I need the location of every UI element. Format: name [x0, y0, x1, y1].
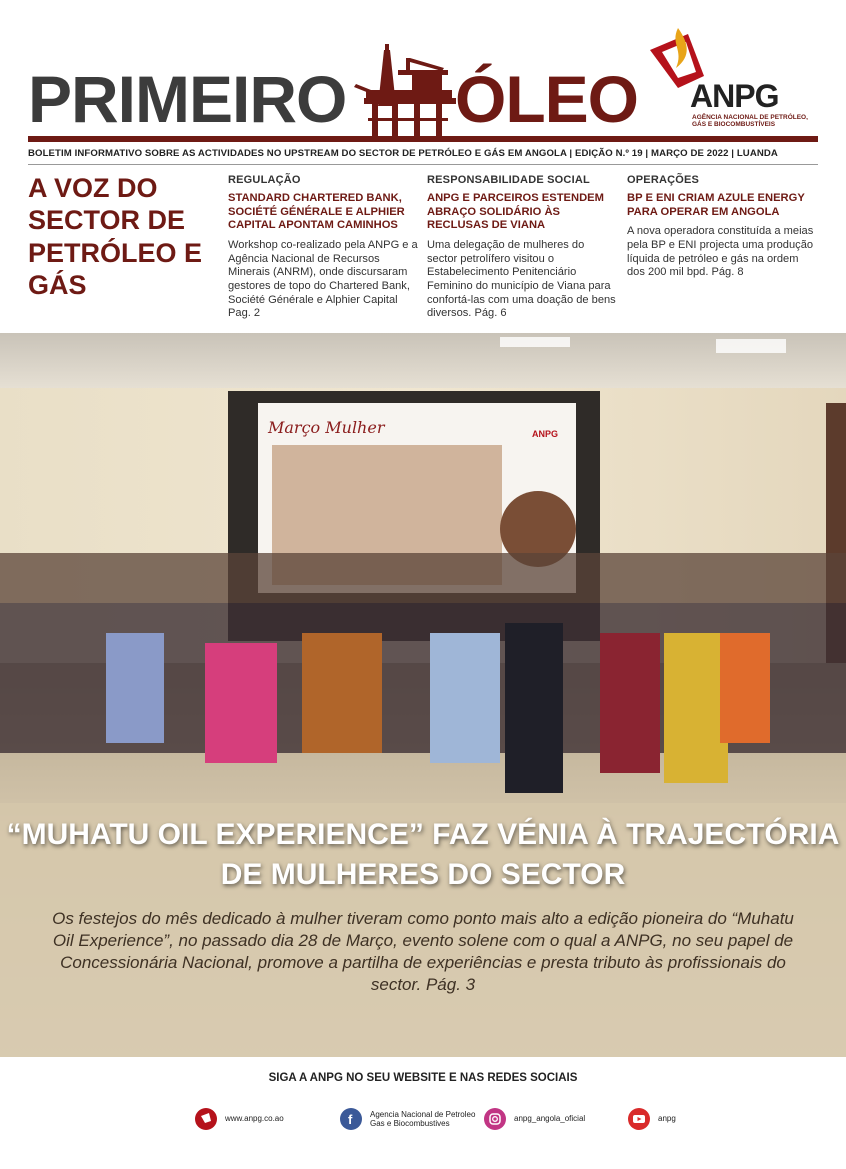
column-title[interactable]: STANDARD CHARTERED BANK, SOCIÉTÉ GÉNÉRALE E ALPHIER CAPITAL APONTAM CAMINHOS — [228, 192, 405, 232]
youtube-text: anpg — [658, 1114, 676, 1124]
facebook-text-line1: Agencia Nacional de Petroleo — [370, 1109, 476, 1119]
screen-title: Março Mulher — [268, 418, 385, 437]
website-link[interactable] — [195, 1108, 284, 1130]
masthead-title-left: PRIMEIRO — [28, 62, 347, 136]
divider — [28, 164, 818, 165]
column-regulacao[interactable] — [228, 174, 418, 321]
column-category: RESPONSABILIDADE SOCIAL — [427, 174, 590, 186]
logo-subtitle: AGÊNCIA NACIONAL DE PETRÓLEO, GÁS E BIOCOMBUSTÍVEIS — [692, 114, 808, 129]
logo-name: ANPG — [690, 78, 779, 114]
column-text: Uma delegação de mulheres do sector petrolífero visitou o Estabelecimento Penitenciário Feminino do município de Viana para confortá-las com uma doação de bens diversos. Pág. 6 — [427, 238, 616, 320]
instagram-link[interactable] — [484, 1108, 585, 1130]
column-responsabilidade-social[interactable] — [427, 174, 617, 321]
svg-text:f: f — [348, 1112, 353, 1127]
column-category: OPERAÇÕES — [627, 174, 700, 186]
facebook-link[interactable] — [340, 1108, 475, 1130]
column-title[interactable]: BP E ENI CRIAM AZULE ENERGY PARA OPERAR EM ANGOLA — [627, 192, 805, 218]
oil-rig-icon — [352, 44, 462, 136]
masthead-rule — [28, 136, 818, 142]
masthead — [0, 0, 846, 159]
follow-label: SIGA A ANPG NO SEU WEBSITE E NAS REDES SOCIAIS — [268, 1072, 578, 1084]
column-category: REGULAÇÃO — [228, 174, 301, 186]
youtube-icon — [628, 1108, 650, 1130]
bulletin-line: BOLETIM INFORMATIVO SOBRE AS ACTIVIDADES NO UPSTREAM DO SECTOR DE PETRÓLEO E GÁS EM ANGOLA | EDIÇÃO N.º 19 | MARÇO DE 2022 | LUANDA — [28, 148, 778, 159]
facebook-text-line2: Gas e Biocombustives — [370, 1119, 450, 1128]
main-headline[interactable]: “MUHATU OIL EXPERIENCE” FAZ VÉNIA À TRAJECTÓRIA DE MULHERES DO SECTOR — [6, 818, 840, 891]
masthead-title-right: ÓLEO — [455, 62, 639, 136]
website-text: www.anpg.co.ao — [225, 1114, 284, 1124]
column-title[interactable]: ANPG E PARCEIROS ESTENDEM ABRAÇO SOLIDÁRIO ÀS RECLUSAS DE VIANA — [427, 192, 604, 232]
instagram-text: anpg_angola_oficial — [514, 1114, 586, 1124]
facebook-icon — [340, 1108, 362, 1130]
instagram-icon — [484, 1108, 506, 1130]
column-text: Workshop co-realizado pela ANPG e a Agência Nacional de Recursos Minerais (ANRM), onde discursaram gestores de topo do Chartered Bank, Société Générale e Alphier Capital Pag. 2 — [228, 238, 418, 320]
column-operacoes[interactable] — [627, 174, 817, 280]
tagline: A VOZ DO SECTOR DE PETRÓLEO E GÁS — [28, 173, 203, 301]
screen-logo: ANPG — [532, 429, 559, 439]
website-icon — [195, 1108, 217, 1130]
lead-paragraph: Os festejos do mês dedicado à mulher tiveram como ponto mais alto a edição pioneira do “Muhatu Oil Experience”, no passado dia 28 de Março, evento solene com o qual a ANPG, no seu papel de Concessionária Nacional, promove a partilha de experiências e presta tributo às profissionais do sector. Pág. 3 — [52, 909, 794, 995]
column-text: A nova operadora constituída a meias pela BP e ENI projecta uma produção líquida de petróleo e gás na ordem dos 200 mil bpd. Pág. 8 — [627, 225, 814, 279]
youtube-link[interactable] — [628, 1108, 676, 1130]
